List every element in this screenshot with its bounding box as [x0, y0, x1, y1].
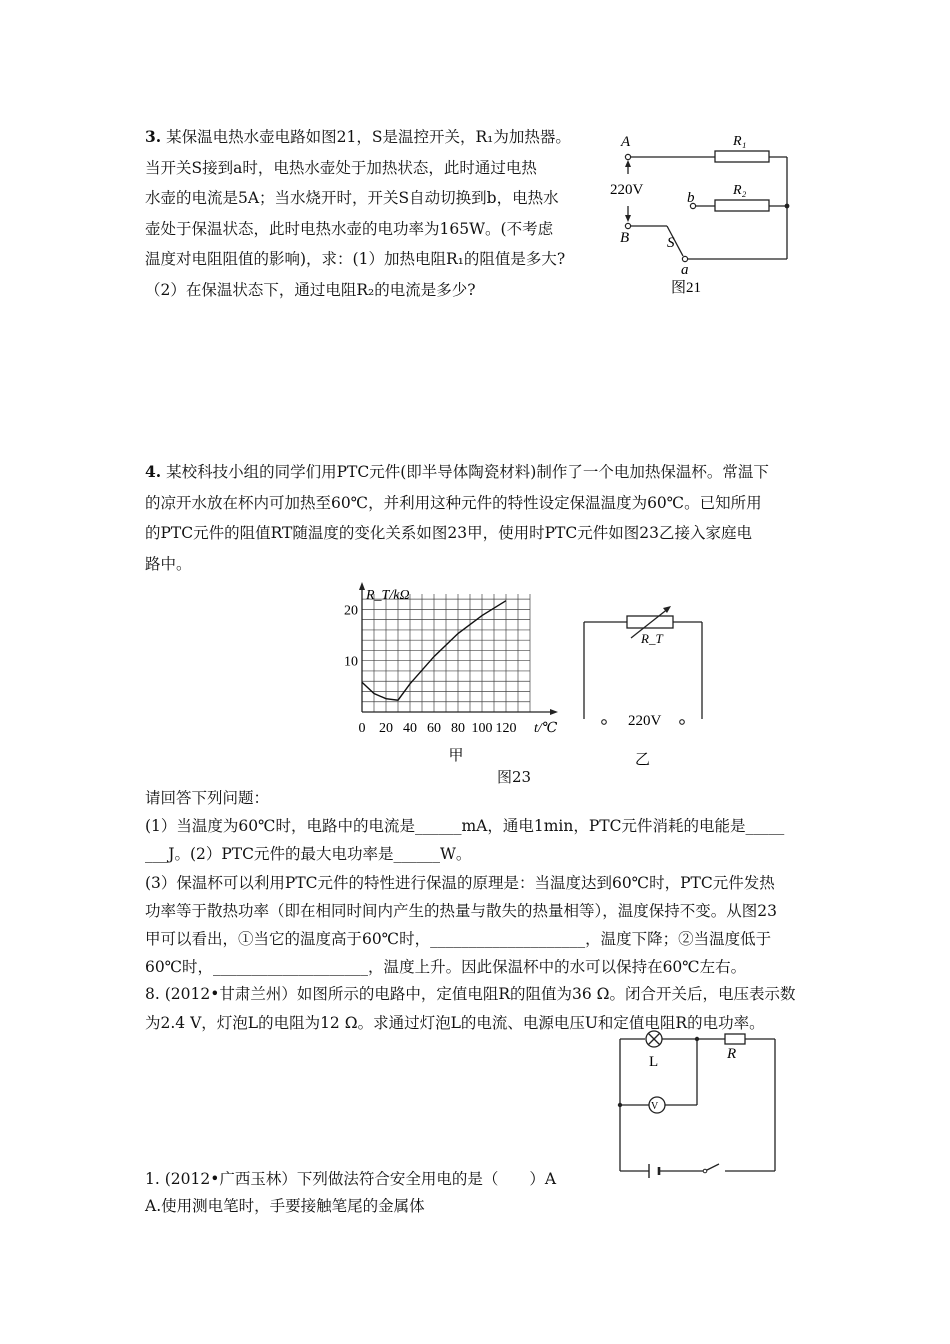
circuit-label-rt: R_T: [641, 631, 663, 646]
q3-text: [145, 122, 571, 305]
q1-line-1: 1. (2012•广西玉林）下列做法符合安全用电的是（ ）A: [145, 1170, 557, 1188]
q4-line-4: 路中。: [145, 554, 192, 573]
x-tick-label: 60: [427, 721, 441, 736]
q8-line-2: 为2.4 V，灯泡L的电阻为12 Ω。求通过灯泡L的电流、电源电压U和定值电阻R的电功率。: [145, 1013, 765, 1032]
q4-question-3: (3）保温杯可以利用PTC元件的特性进行保温的原理是：当温度达到60℃时，PTC元件发热: [145, 873, 775, 892]
x-tick-label: 20: [379, 721, 393, 736]
q4-question-1: (1）当温度为60℃时，电路中的电流是______mA，通电1min，PTC元件消耗的电能是_____: [145, 817, 785, 836]
q4-line-1: 某校科技小组的同学们用PTC元件(即半导体陶瓷材料)制作了一个电加热保温杯。常温下: [166, 463, 769, 481]
q3-line-3: 水壶的电流是5A；当水烧开时，开关S自动切换到b，电热水: [145, 189, 559, 207]
q3-number: 3.: [145, 127, 162, 146]
x-tick-label: 0: [358, 721, 366, 736]
q8-line-1: 8. (2012•甘肃兰州）如图所示的电路中，定值电阻R的阻值为36 Ω。闭合开关后，电压表示数: [145, 985, 796, 1003]
figure-21: [605, 122, 805, 306]
q4-question-5: 甲可以看出，①当它的温度高于60℃时，____________________，温度下降；②当温度低于: [145, 930, 772, 949]
q8-circuit: [605, 1025, 790, 1185]
q8-resistor-label: R: [727, 1046, 737, 1062]
q4-number: 4.: [145, 462, 162, 481]
x-tick-label: 120: [495, 721, 517, 736]
fig21-label-b: b: [687, 190, 695, 206]
fig21-voltage: 220V: [610, 182, 644, 198]
y-tick-label: 20: [344, 603, 358, 619]
fig21-label-S: S: [667, 235, 675, 251]
figure-23-circuit: [575, 598, 720, 777]
y-axis-arrow: [359, 582, 365, 590]
figure-23-caption: 图23: [497, 768, 532, 786]
rt-temperature-chart: [330, 582, 570, 772]
q4-questions: [145, 784, 784, 981]
q4-question-4: 功率等于散热功率（即在相同时间内产生的热量与散失的热量相等），温度保持不变。从图23: [145, 901, 777, 920]
q4-line-2: 的凉开水放在杯内可加热至60℃，并利用这种元件的特性设定保温温度为60℃。已知所用: [145, 493, 762, 512]
q4-question-6: 60℃时，____________________，温度上升。因此保温杯中的水可以保持在60℃左右。: [145, 958, 747, 977]
x-tick-label: 100: [471, 721, 493, 736]
q3-line-1: 某保温电热水壶电路如图21，S是温控开关，R₁为加热器。: [166, 128, 571, 146]
circuit-voltage: 220V: [628, 713, 662, 729]
q4-line-3: 的PTC元件的阻值RT随温度的变化关系如图23甲，使用时PTC元件如图23乙接入家庭电: [145, 524, 752, 542]
x-tick-label: 80: [451, 721, 465, 736]
x-axis-label: t/℃: [534, 721, 558, 736]
figure-23-chart: [330, 582, 570, 776]
x-axis-arrow: [550, 709, 558, 715]
ptc-circuit: [575, 598, 720, 773]
chart-sublabel: 甲: [448, 748, 464, 764]
q3-line-4: 壶处于保温状态，此时电热水壶的电功率为165W。(不考虑: [145, 219, 554, 238]
fig21-label-R1: R₁: [733, 134, 747, 149]
q1-text: [145, 1166, 556, 1220]
q3-line-5: 温度对电阻阻值的影响)，求：(1）加热电阻R₁的阻值是多大?: [145, 250, 566, 268]
q1-line-2: A.使用测电笔时，手要接触笔尾的金属体: [145, 1197, 425, 1215]
q8-voltmeter-label: V: [651, 1101, 659, 1112]
fig21-caption: 图21: [671, 280, 702, 296]
q3-line-6: （2）在保温状态下，通过电阻R₂的电流是多少?: [145, 280, 476, 299]
q4-question-0: 请回答下列问题：: [145, 789, 270, 807]
fig21-label-R2: R₂: [733, 183, 747, 198]
q4-text: [145, 457, 769, 579]
q4-question-2: ___J。(2）PTC元件的最大电功率是______W。: [145, 845, 472, 864]
x-tick-label: 40: [403, 721, 417, 736]
q8-lamp-label: L: [649, 1054, 659, 1070]
figure-21-circuit: [605, 122, 805, 302]
q8-figure: [605, 1025, 790, 1189]
q3-line-2: 当开关S接到a时，电热水壶处于加热状态，此时通过电热: [145, 158, 537, 177]
circuit-sublabel: 乙: [635, 752, 651, 768]
y-tick-label: 10: [344, 654, 358, 670]
fig21-label-B: B: [620, 230, 630, 246]
y-axis-label: R_T/kΩ: [366, 588, 410, 603]
fig21-label-A: A: [621, 134, 631, 150]
fig21-label-a: a: [681, 262, 689, 278]
